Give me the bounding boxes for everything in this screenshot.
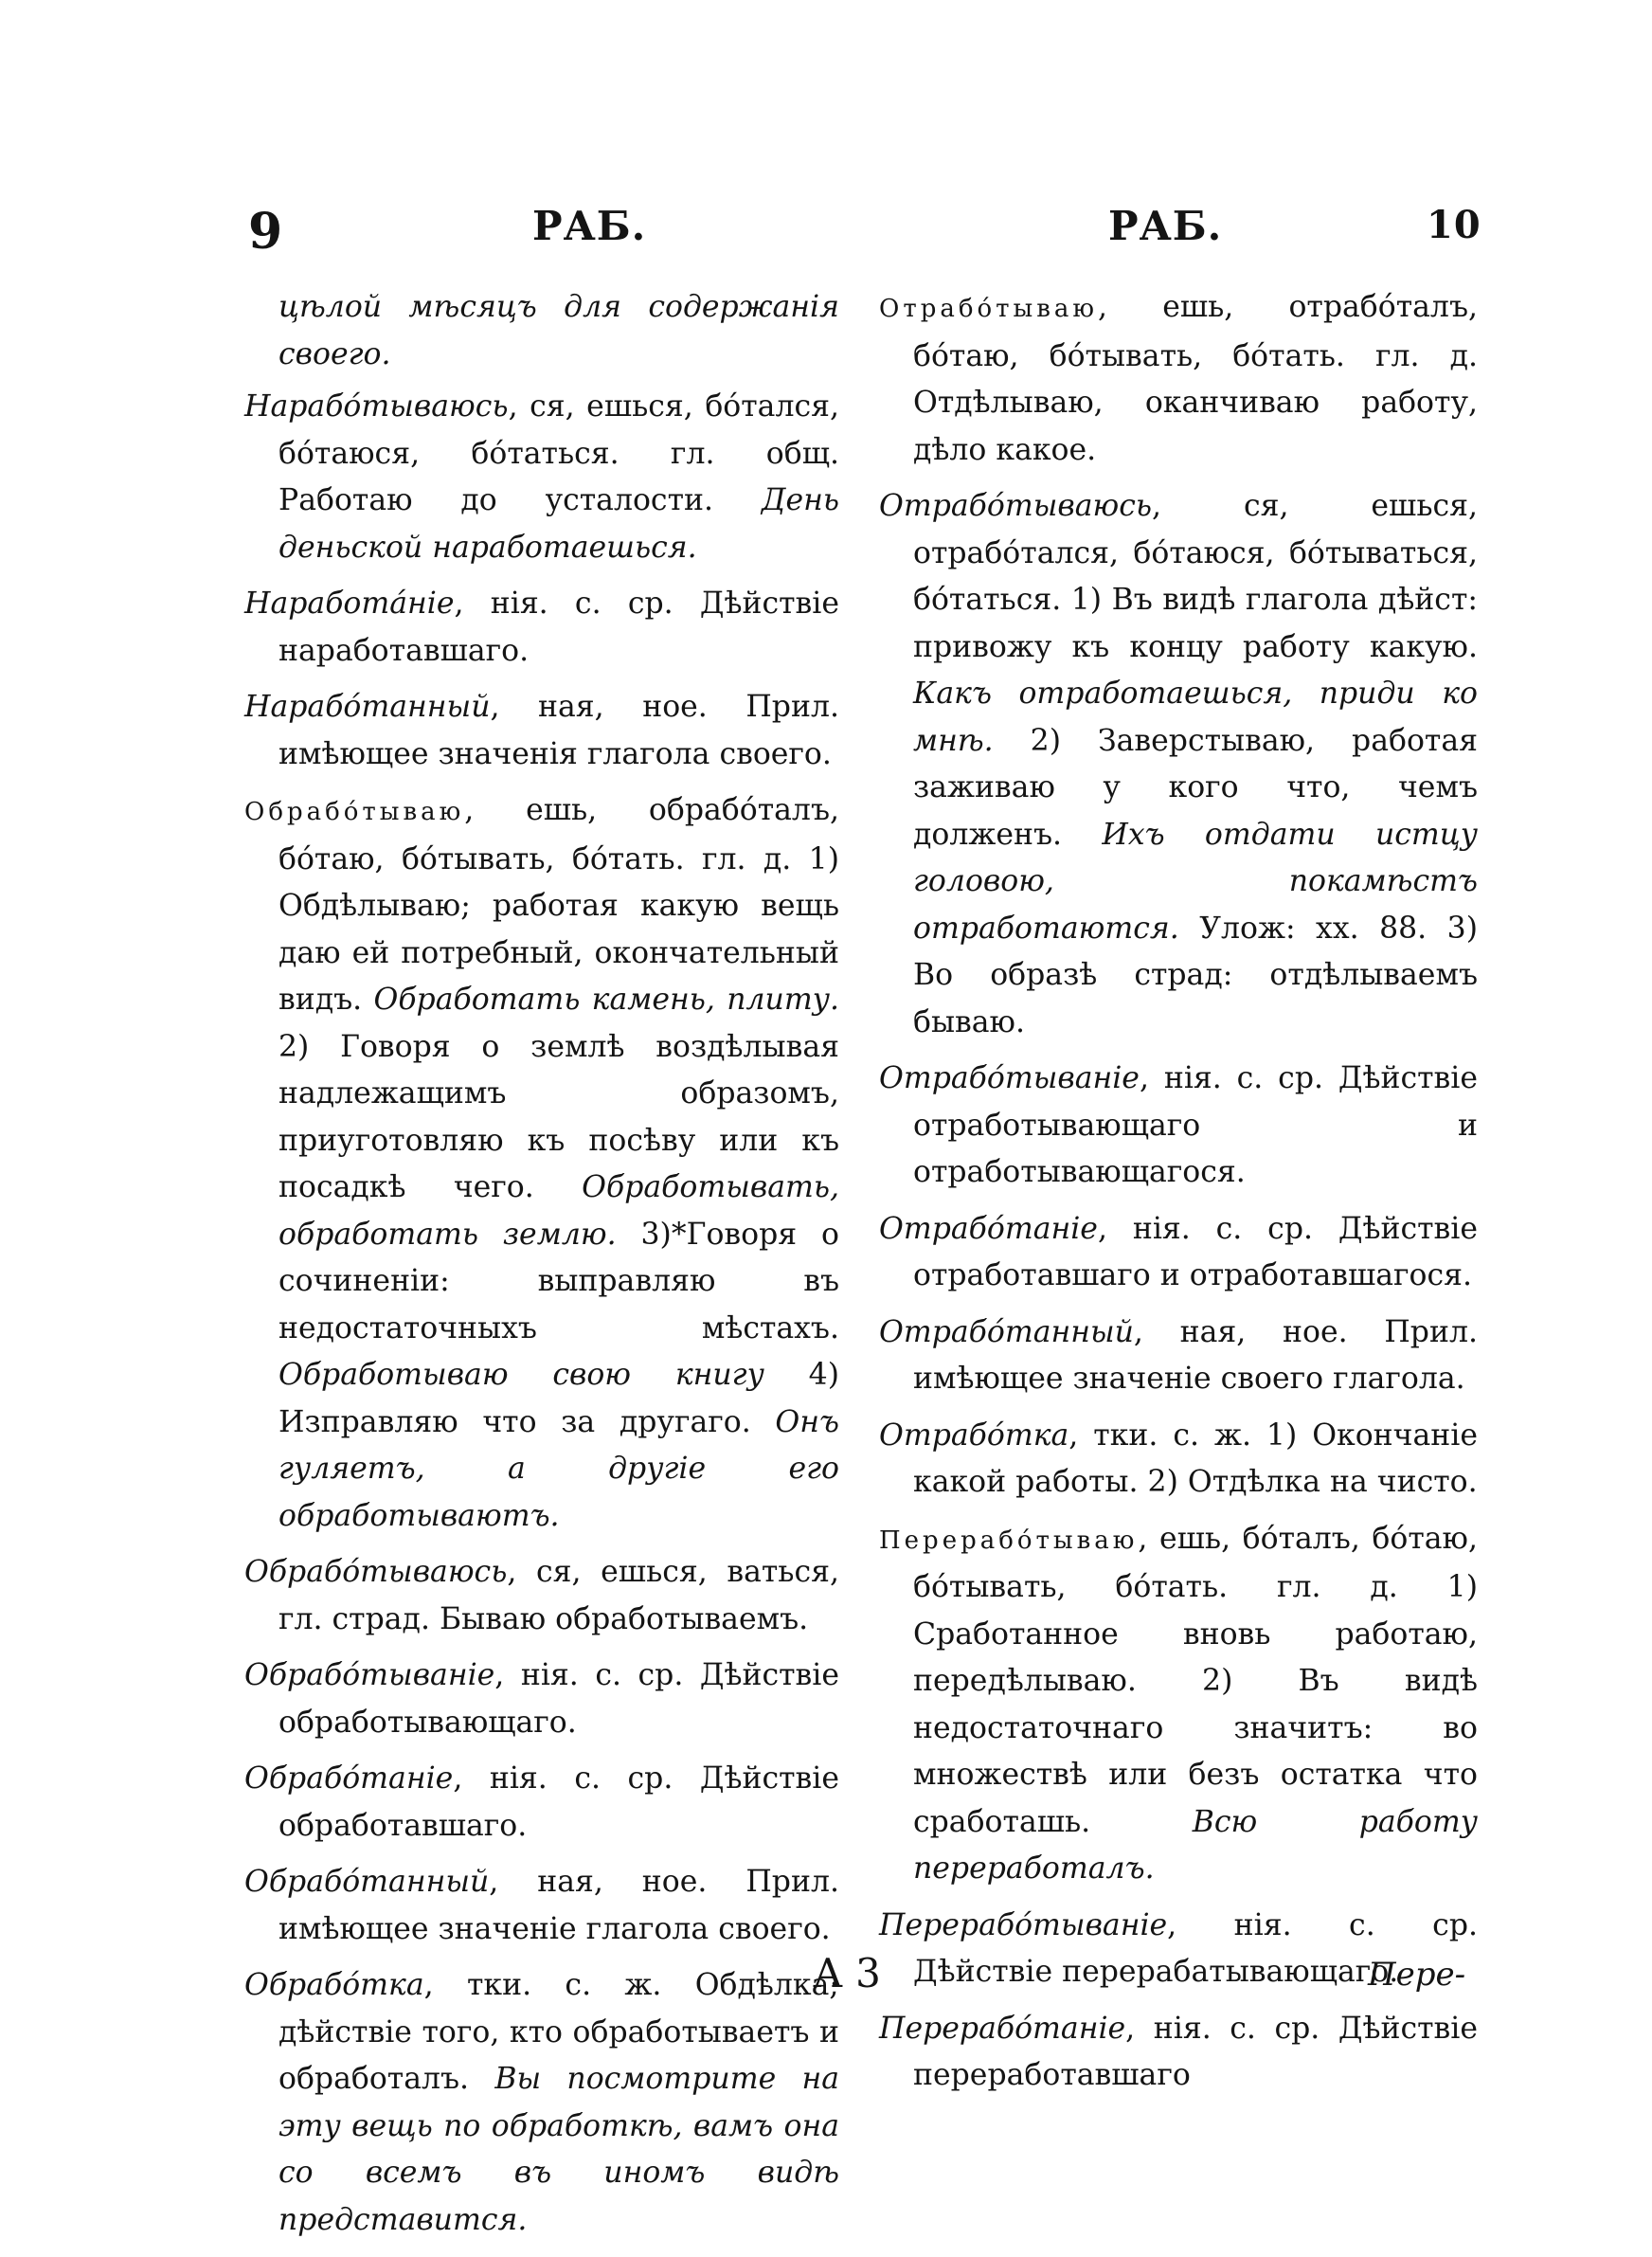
headword: Обрабо́танный [244,1865,490,1899]
definition: , нія. с. ср. Дѣйствіе отработавшаго и отработавшагося. [913,1211,1478,1292]
headword: Перерабо́тываю [879,1526,1139,1555]
headword: Нарабо́танный [244,690,491,724]
definition: , нія. с. ср. Дѣйствіе обработывающаго. [278,1658,839,1740]
entry-obrabotanny [244,1859,839,1953]
entry-obrabotyvayus [244,1549,839,1643]
left-column [244,284,839,2253]
right-column [879,284,1478,2109]
definition: , ная, ное. Прил. имѣющее значеніе глагола своего. [278,1865,839,1946]
example: Всю работу переработалъ. [913,1804,1478,1886]
running-head-left: РАБ. [532,203,647,249]
running-head-right: РАБ. [1108,203,1223,249]
definition: , ная, ное. Прил. имѣющее значенія глагола своего. [278,690,839,771]
definition: , ная, ное. Прил. имѣющее значеніе своего глагола. [913,1314,1478,1396]
entry-narabotanie [244,581,839,675]
headword: Обрабо́таніе [244,1761,454,1796]
entry-narabotanny [244,684,839,778]
definition: , ешь, отрабо́талъ, бо́таю, бо́тывать, бо́тать. гл. д. Отдѣлываю, оканчиваю работу, дѣло какое. [913,290,1478,467]
definition: 3)*Говоря о сочиненіи: выправляю въ недостаточныхъ мѣстахъ. [278,1217,839,1345]
headword: Наработа́ніе [244,587,455,621]
definition: , нія. с. ср. Дѣйствіе переработавшаго [913,2011,1478,2092]
headword: Отрабо́тываніе [879,1061,1140,1095]
definition: , ся, ешься, отрабо́тался, бо́таюся, бо́тываться, бо́таться. 1) Въ видѣ глагола дѣйст: привожу къ концу работу какую. [913,489,1478,664]
headword: Отрабо́тка [879,1417,1069,1453]
definition: 4) Изправляю что за другаго. [278,1358,839,1439]
entry-obrabotka [244,1962,839,2244]
entry-otrabotyvayu [879,284,1478,474]
headword: Отрабо́тываюсь [879,489,1152,523]
headword: Перерабо́тываніе [879,1907,1168,1942]
entry-obrabotyvanie [244,1652,839,1746]
headword: Отрабо́тываю [879,295,1099,323]
example: Обработывать, обработать землю. [278,1170,840,1252]
definition: , ся, ешься, ваться, гл. страд. Бываю обработываемъ. [278,1555,839,1636]
headword: Обрабо́тка [244,1968,424,2002]
definition: 2) Заверстываю, работая заживаю у кого что, чемъ долженъ. [913,723,1478,852]
headword: Отрабо́таніе [879,1211,1098,1246]
entry-otrabotyvayus [879,483,1478,1046]
entry-otrabotanny [879,1309,1478,1403]
entry-obrabotanie [244,1756,839,1850]
entry-obrabotyvayu [244,787,839,1540]
catchword: Пере- [1368,1956,1466,1994]
entry-otrabotanie [879,1206,1478,1300]
headword: Обрабо́тываюсь [244,1555,508,1589]
definition: , тки. с. ж. 1) Окончаніе какой работы. 2) Отдѣлка на чисто. [913,1417,1478,1499]
definition: , тки. с. ж. Обдѣлка; дѣйствіе того, кто обработываетъ и обработалъ. [278,1968,839,2096]
continued-line [244,284,839,378]
headword: Нарабо́тываюсь [244,389,509,424]
example: Обработываю свою книгу [278,1358,764,1392]
example: День деньской наработаешься. [278,483,839,565]
entry-narabotyvayus [244,384,839,571]
headword: Перерабо́таніе [879,2011,1126,2046]
page-number-right: 10 [1427,203,1481,247]
entry-otrabotka [879,1413,1478,1507]
continued-text: цѣлой мѣсяцъ для содержанія своего. [278,290,839,371]
definition: , нія. с. ср. Дѣйствіе отработывающаго и отработывающагося. [913,1061,1478,1189]
definition: , ся, ешься, бо́тался, бо́таюся, бо́таться. гл. общ. Работаю до усталости. [278,389,839,517]
example: Обработать камень, плиту. [373,983,840,1017]
entry-pererabotanie [879,2006,1478,2100]
definition: , нія. с. ср. Дѣйствіе перерабатывающаго. [913,1907,1478,1989]
definition: , ешь, обрабо́талъ, бо́таю, бо́тывать, бо́тать. гл. д. 1) Обдѣлываю; работая какую вещь даю ей потребный, окончательный видъ. [278,793,839,1017]
headword: Отрабо́танный [879,1314,1134,1349]
entry-otrabotyvanie [879,1056,1478,1197]
headword: Обрабо́тываю [244,798,465,826]
definition: 2) Говоря о землѣ воздѣлывая надлежащимъ образомъ, приуготовляю къ посѣву или къ посадкѣ чего. [278,1029,839,1204]
example: Вы посмотрите на эту вещь по обработкѣ, вамъ она со всемъ въ иномъ видѣ представится. [278,2062,839,2237]
entry-pererabotyvayu [879,1516,1478,1893]
signature-mark: А 3 [813,1950,881,1996]
definition: , нія. с. ср. Дѣйствіе обработавшаго. [278,1761,839,1843]
definition: Улож: хх. 88. 3) Во образѣ страд: отдѣлываемъ бываю. [913,911,1479,1039]
example: Какъ отработаешься, приди ко мнѣ. [913,677,1478,758]
example: Онъ гуляетъ, а другіе его обработываютъ. [278,1404,839,1533]
example: Ихъ отдати истцу головою, покамѣстъ отработаются. [913,817,1478,946]
page-number-left: 9 [248,203,284,261]
definition: , нія. с. ср. Дѣйствіе наработавшаго. [278,587,839,668]
definition: , ешь, бо́талъ, бо́таю, бо́тывать, бо́тать. гл. д. 1) Сработанное вновь работаю, передѣлываю. 2) Въ видѣ недостаточнаго значитъ: во множествѣ или безъ остатка что сработашь. [913,1521,1478,1839]
headword: Обрабо́тываніе [244,1658,495,1692]
